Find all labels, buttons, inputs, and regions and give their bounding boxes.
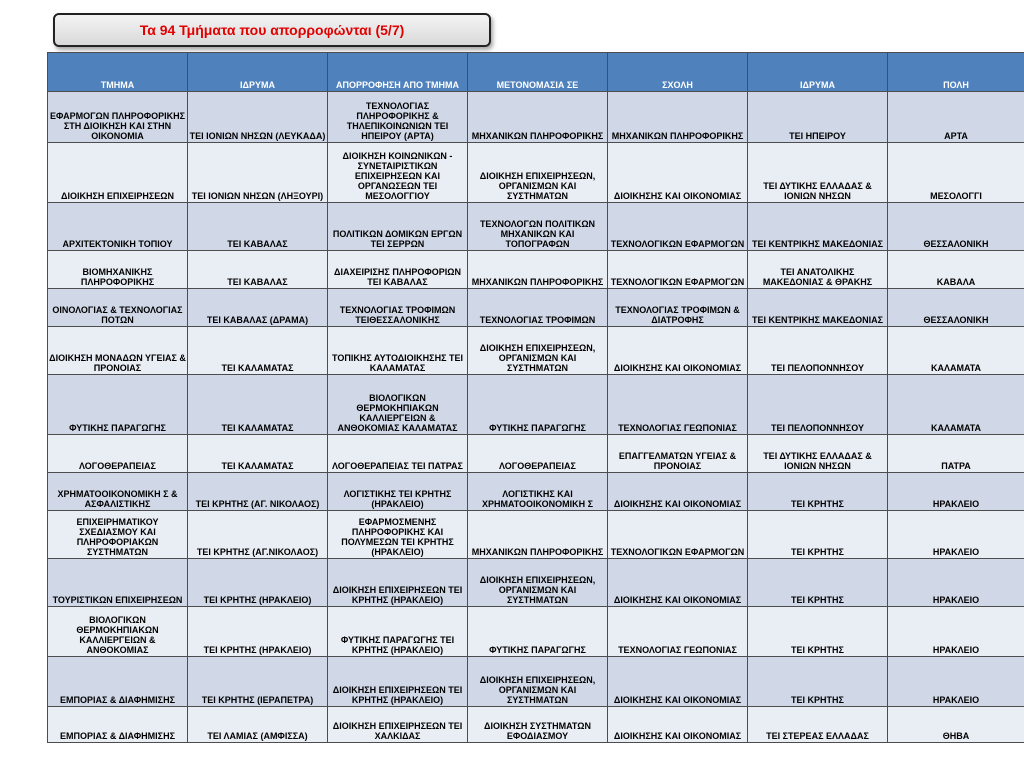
table-row bbox=[48, 435, 1024, 473]
table-cell: ΛΟΓΙΣΤΙΚΗΣ ΤΕΙ ΚΡΗΤΗΣ (ΗΡΑΚΛΕΙΟ) bbox=[328, 473, 468, 511]
table-cell: ΚΑΛΑΜΑΤΑ bbox=[888, 375, 1024, 435]
table-cell: ΔΙΟΙΚΗΣΗ ΕΠΙΧΕΙΡΗΣΕΩΝ bbox=[48, 143, 188, 203]
table-cell: ΔΙΑΧΕΙΡΙΣΗΣ ΠΛΗΡΟΦΟΡΙΩΝ ΤΕΙ ΚΑΒΑΛΑΣ bbox=[328, 251, 468, 289]
table-cell: ΤΕΙ ΗΠΕΙΡΟΥ bbox=[748, 92, 888, 143]
table-cell: ΤΕΧΝΟΛΟΓΙΚΩΝ ΕΦΑΡΜΟΓΩΝ bbox=[608, 203, 748, 251]
table-cell: ΤΕΧΝΟΛΟΓΙΑΣ ΤΡΟΦΙΜΩΝ bbox=[468, 289, 608, 327]
table-row bbox=[48, 327, 1024, 375]
table-cell: ΔΙΟΙΚΗΣΗ ΕΠΙΧΕΙΡΗΣΕΩΝ, ΟΡΓΑΝΙΣΜΩΝ ΚΑΙ ΣΥΣΤΗΜΑΤΩΝ bbox=[468, 559, 608, 607]
table-cell: ΛΟΓΟΘΕΡΑΠΕΙΑΣ bbox=[48, 435, 188, 473]
table-row bbox=[48, 707, 1024, 743]
table-cell: ΤΕΙ ΚΕΝΤΡΙΚΗΣ ΜΑΚΕΔΟΝΙΑΣ bbox=[748, 289, 888, 327]
table-cell: ΤΕΙ ΙΟΝΙΩΝ ΝΗΣΩΝ (ΛΕΥΚΑΔΑ) bbox=[188, 92, 328, 143]
header-cell: ΣΧΟΛΗ bbox=[608, 53, 748, 92]
table-cell: ΒΙΟΜΗΧΑΝΙΚΗΣ ΠΛΗΡΟΦΟΡΙΚΗΣ bbox=[48, 251, 188, 289]
table-cell: ΔΙΟΙΚΗΣΗ ΕΠΙΧΕΙΡΗΣΕΩΝ, ΟΡΓΑΝΙΣΜΩΝ ΚΑΙ ΣΥΣΤΗΜΑΤΩΝ bbox=[468, 657, 608, 707]
table-cell: ΔΙΟΙΚΗΣΗΣ ΚΑΙ ΟΙΚΟΝΟΜΙΑΣ bbox=[608, 473, 748, 511]
table-cell: ΑΡΧΙΤΕΚΤΟΝΙΚΗ ΤΟΠΙΟΥ bbox=[48, 203, 188, 251]
table-cell: ΛΟΓΟΘΕΡΑΠΕΙΑΣ bbox=[468, 435, 608, 473]
table-row bbox=[48, 657, 1024, 707]
table-cell: ΔΙΟΙΚΗΣΗΣ ΚΑΙ ΟΙΚΟΝΟΜΙΑΣ bbox=[608, 327, 748, 375]
table-cell: ΔΙΟΙΚΗΣΗ ΕΠΙΧΕΙΡΗΣΕΩΝ, ΟΡΓΑΝΙΣΜΩΝ ΚΑΙ ΣΥΣΤΗΜΑΤΩΝ bbox=[468, 143, 608, 203]
table-row bbox=[48, 92, 1024, 143]
table-cell: ΤΕΙ ΠΕΛΟΠΟΝΝΗΣΟΥ bbox=[748, 327, 888, 375]
table-cell: ΛΟΓΟΘΕΡΑΠΕΙΑΣ ΤΕΙ ΠΑΤΡΑΣ bbox=[328, 435, 468, 473]
table-cell: ΤΕΙ ΚΑΒΑΛΑΣ bbox=[188, 251, 328, 289]
header-cell: ΤΜΗΜΑ bbox=[48, 53, 188, 92]
table-row bbox=[48, 559, 1024, 607]
table-cell: ΦΥΤΙΚΗΣ ΠΑΡΑΓΩΓΗΣ bbox=[468, 375, 608, 435]
table-cell: ΦΥΤΙΚΗΣ ΠΑΡΑΓΩΓΗΣ bbox=[468, 607, 608, 657]
header-cell: ΠΟΛΗ bbox=[888, 53, 1024, 92]
table-cell: ΒΙΟΛΟΓΙΚΩΝ ΘΕΡΜΟΚΗΠΙΑΚΩΝ ΚΑΛΛΙΕΡΓΕΙΩΝ & ΑΝΘΟΚΟΜΙΑΣ ΚΑΛΑΜΑΤΑΣ bbox=[328, 375, 468, 435]
table-cell: ΠΟΛΙΤΙΚΩΝ ΔΟΜΙΚΩΝ ΕΡΓΩΝ ΤΕΙ ΣΕΡΡΩΝ bbox=[328, 203, 468, 251]
table-cell: ΤΕΙ ΠΕΛΟΠΟΝΝΗΣΟΥ bbox=[748, 375, 888, 435]
table-row bbox=[48, 607, 1024, 657]
table-cell: ΤΕΧΝΟΛΟΓΙΑΣ ΠΛΗΡΟΦΟΡΙΚΗΣ & ΤΗΛΕΠΙΚΟΙΝΩΝΙΩΝ ΤΕΙ ΗΠΕΙΡΟΥ (ΑΡΤΑ) bbox=[328, 92, 468, 143]
table-row bbox=[48, 203, 1024, 251]
table-cell: ΗΡΑΚΛΕΙΟ bbox=[888, 607, 1024, 657]
header-cell: ΙΔΡΥΜΑ bbox=[748, 53, 888, 92]
table-cell: ΔΙΟΙΚΗΣΗ ΚΟΙΝΩΝΙΚΩΝ - ΣΥΝΕΤΑΙΡΙΣΤΙΚΩΝ ΕΠΙΧΕΙΡΗΣΕΩΝ ΚΑΙ ΟΡΓΑΝΩΣΕΩΝ ΤΕΙ ΜΕΣΟΛΟΓΓΙΟΥ bbox=[328, 143, 468, 203]
table-cell: ΤΕΙ ΚΡΗΤΗΣ bbox=[748, 607, 888, 657]
table-cell: ΔΙΟΙΚΗΣΗΣ ΚΑΙ ΟΙΚΟΝΟΜΙΑΣ bbox=[608, 143, 748, 203]
table-row bbox=[48, 375, 1024, 435]
table-cell: ΜΗΧΑΝΙΚΩΝ ΠΛΗΡΟΦΟΡΙΚΗΣ bbox=[468, 251, 608, 289]
table-cell: ΒΙΟΛΟΓΙΚΩΝ ΘΕΡΜΟΚΗΠΙΑΚΩΝ ΚΑΛΛΙΕΡΓΕΙΩΝ & ΑΝΘΟΚΟΜΙΑΣ bbox=[48, 607, 188, 657]
table-cell: ΕΠΑΓΓΕΛΜΑΤΩΝ ΥΓΕΙΑΣ & ΠΡΟΝΟΙΑΣ bbox=[608, 435, 748, 473]
table-cell: ΤΕΧΝΟΛΟΓΩΝ ΠΟΛΙΤΙΚΩΝ ΜΗΧΑΝΙΚΩΝ ΚΑΙ ΤΟΠΟΓΡΑΦΩΝ bbox=[468, 203, 608, 251]
table-cell: ΜΗΧΑΝΙΚΩΝ ΠΛΗΡΟΦΟΡΙΚΗΣ bbox=[468, 92, 608, 143]
table-row bbox=[48, 251, 1024, 289]
table-cell: ΤΟΥΡΙΣΤΙΚΩΝ ΕΠΙΧΕΙΡΗΣΕΩΝ bbox=[48, 559, 188, 607]
table-cell: ΘΕΣΣΑΛΟΝΙΚΗ bbox=[888, 289, 1024, 327]
table-cell: ΤΕΙ ΚΑΛΑΜΑΤΑΣ bbox=[188, 375, 328, 435]
table-row bbox=[48, 143, 1024, 203]
table-cell: ΤΕΧΝΟΛΟΓΙΑΣ ΓΕΩΠΟΝΙΑΣ bbox=[608, 375, 748, 435]
table-cell: ΤΕΧΝΟΛΟΓΙΑΣ ΓΕΩΠΟΝΙΑΣ bbox=[608, 607, 748, 657]
header-cell: ΑΠΟΡΡΟΦΗΣΗ ΑΠΟ ΤΜΗΜΑ bbox=[328, 53, 468, 92]
table-cell: ΤΕΙ ΚΑΒΑΛΑΣ (ΔΡΑΜΑ) bbox=[188, 289, 328, 327]
table-cell: ΕΜΠΟΡΙΑΣ & ΔΙΑΦΗΜΙΣΗΣ bbox=[48, 657, 188, 707]
table-cell: ΛΟΓΙΣΤΙΚΗΣ ΚΑΙ ΧΡΗΜΑΤΟΟΙΚΟΝΟΜΙΚΗ Σ bbox=[468, 473, 608, 511]
table-cell: ΦΥΤΙΚΗΣ ΠΑΡΑΓΩΓΗΣ ΤΕΙ ΚΡΗΤΗΣ (ΗΡΑΚΛΕΙΟ) bbox=[328, 607, 468, 657]
table-row bbox=[48, 289, 1024, 327]
table-cell: ΤΕΙ ΔΥΤΙΚΗΣ ΕΛΛΑΔΑΣ & ΙΟΝΙΩΝ ΝΗΣΩΝ bbox=[748, 435, 888, 473]
table-cell: ΔΙΟΙΚΗΣΗ ΣΥΣΤΗΜΑΤΩΝ ΕΦΟΔΙΑΣΜΟΥ bbox=[468, 707, 608, 743]
table-cell: ΔΙΟΙΚΗΣΗ ΜΟΝΑΔΩΝ ΥΓΕΙΑΣ & ΠΡΟΝΟΙΑΣ bbox=[48, 327, 188, 375]
table-cell: ΗΡΑΚΛΕΙΟ bbox=[888, 559, 1024, 607]
table-cell: ΤΕΙ ΚΑΛΑΜΑΤΑΣ bbox=[188, 435, 328, 473]
table-cell: ΤΕΙ ΚΡΗΤΗΣ (ΑΓ. ΝΙΚΟΛΑΟΣ) bbox=[188, 473, 328, 511]
table-cell: ΤΕΧΝΟΛΟΓΙΑΣ ΤΡΟΦΙΜΩΝ & ΔΙΑΤΡΟΦΗΣ bbox=[608, 289, 748, 327]
table-cell: ΤΕΙ ΚΡΗΤΗΣ (ΑΓ.ΝΙΚΟΛΑΟΣ) bbox=[188, 511, 328, 559]
table-cell: ΕΦΑΡΜΟΓΩΝ ΠΛΗΡΟΦΟΡΙΚΗΣ ΣΤΗ ΔΙΟΙΚΗΣΗ ΚΑΙ ΣΤΗΝ ΟΙΚΟΝΟΜΙΑ bbox=[48, 92, 188, 143]
table-cell: ΤΕΙ ΚΑΒΑΛΑΣ bbox=[188, 203, 328, 251]
table-cell: ΤΕΙ ΚΡΗΤΗΣ (ΗΡΑΚΛΕΙΟ) bbox=[188, 559, 328, 607]
table-cell: ΤΕΧΝΟΛΟΓΙΑΣ ΤΡΟΦΙΜΩΝ ΤΕΙΘΕΣΣΑΛΟΝΙΚΗΣ bbox=[328, 289, 468, 327]
table-cell: ΤΕΧΝΟΛΟΓΙΚΩΝ ΕΦΑΡΜΟΓΩΝ bbox=[608, 511, 748, 559]
table-row bbox=[48, 511, 1024, 559]
table-cell: ΘΗΒΑ bbox=[888, 707, 1024, 743]
table-cell: ΚΑΒΑΛΑ bbox=[888, 251, 1024, 289]
header-cell: ΜΕΤΟΝΟΜΑΣΙΑ ΣΕ bbox=[468, 53, 608, 92]
header-cell: ΙΔΡΥΜΑ bbox=[188, 53, 328, 92]
table-cell: ΧΡΗΜΑΤΟΟΙΚΟΝΟΜΙΚΗ Σ & ΑΣΦΑΛΙΣΤΙΚΗΣ bbox=[48, 473, 188, 511]
table-cell: ΦΥΤΙΚΗΣ ΠΑΡΑΓΩΓΗΣ bbox=[48, 375, 188, 435]
table-cell: ΤΕΙ ΚΡΗΤΗΣ (ΙΕΡΑΠΕΤΡΑ) bbox=[188, 657, 328, 707]
table-cell: ΤΕΙ ΚΡΗΤΗΣ bbox=[748, 657, 888, 707]
table-cell: ΔΙΟΙΚΗΣΗ ΕΠΙΧΕΙΡΗΣΕΩΝ ΤΕΙ ΚΡΗΤΗΣ (ΗΡΑΚΛΕΙΟ) bbox=[328, 657, 468, 707]
table-cell: ΔΙΟΙΚΗΣΗ ΕΠΙΧΕΙΡΗΣΕΩΝ, ΟΡΓΑΝΙΣΜΩΝ ΚΑΙ ΣΥΣΤΗΜΑΤΩΝ bbox=[468, 327, 608, 375]
table-cell: ΜΗΧΑΝΙΚΩΝ ΠΛΗΡΟΦΟΡΙΚΗΣ bbox=[608, 92, 748, 143]
table-cell: ΜΕΣΟΛΟΓΓΙ bbox=[888, 143, 1024, 203]
table-cell: ΤΟΠΙΚΗΣ ΑΥΤΟΔΙΟΙΚΗΣΗΣ ΤΕΙ ΚΑΛΑΜΑΤΑΣ bbox=[328, 327, 468, 375]
table-row bbox=[48, 473, 1024, 511]
table-cell: ΚΑΛΑΜΑΤΑ bbox=[888, 327, 1024, 375]
departments-table bbox=[47, 52, 1024, 743]
table-cell: ΤΕΙ ΚΡΗΤΗΣ bbox=[748, 559, 888, 607]
table-cell: ΤΕΙ ΣΤΕΡΕΑΣ ΕΛΛΑΔΑΣ bbox=[748, 707, 888, 743]
table-cell: ΔΙΟΙΚΗΣΗΣ ΚΑΙ ΟΙΚΟΝΟΜΙΑΣ bbox=[608, 707, 748, 743]
table-cell: ΗΡΑΚΛΕΙΟ bbox=[888, 657, 1024, 707]
table-cell: ΔΙΟΙΚΗΣΗ ΕΠΙΧΕΙΡΗΣΕΩΝ ΤΕΙ ΚΡΗΤΗΣ (ΗΡΑΚΛΕΙΟ) bbox=[328, 559, 468, 607]
table-cell: ΕΜΠΟΡΙΑΣ & ΔΙΑΦΗΜΙΣΗΣ bbox=[48, 707, 188, 743]
table-cell: ΗΡΑΚΛΕΙΟ bbox=[888, 473, 1024, 511]
table-header-row bbox=[48, 53, 1024, 92]
table-cell: ΟΙΝΟΛΟΓΙΑΣ & ΤΕΧΝΟΛΟΓΙΑΣ ΠΟΤΩΝ bbox=[48, 289, 188, 327]
table-cell: ΤΕΙ ΔΥΤΙΚΗΣ ΕΛΛΑΔΑΣ & ΙΟΝΙΩΝ ΝΗΣΩΝ bbox=[748, 143, 888, 203]
table-cell: ΔΙΟΙΚΗΣΗΣ ΚΑΙ ΟΙΚΟΝΟΜΙΑΣ bbox=[608, 657, 748, 707]
table-cell: ΤΕΙ ΚΑΛΑΜΑΤΑΣ bbox=[188, 327, 328, 375]
table-cell: ΤΕΙ ΚΕΝΤΡΙΚΗΣ ΜΑΚΕΔΟΝΙΑΣ bbox=[748, 203, 888, 251]
table-cell: ΠΑΤΡΑ bbox=[888, 435, 1024, 473]
table-cell: ΘΕΣΣΑΛΟΝΙΚΗ bbox=[888, 203, 1024, 251]
table-cell: ΤΕΙ ΚΡΗΤΗΣ (ΗΡΑΚΛΕΙΟ) bbox=[188, 607, 328, 657]
table-cell: ΤΕΙ ΑΝΑΤΟΛΙΚΗΣ ΜΑΚΕΔΟΝΙΑΣ & ΘΡΑΚΗΣ bbox=[748, 251, 888, 289]
table-cell: ΤΕΙ ΙΟΝΙΩΝ ΝΗΣΩΝ (ΛΗΞΟΥΡΙ) bbox=[188, 143, 328, 203]
slide-title: Τα 94 Τμήματα που απορροφώνται (5/7) bbox=[53, 13, 491, 47]
table-cell: ΤΕΧΝΟΛΟΓΙΚΩΝ ΕΦΑΡΜΟΓΩΝ bbox=[608, 251, 748, 289]
table-cell: ΔΙΟΙΚΗΣΗΣ ΚΑΙ ΟΙΚΟΝΟΜΙΑΣ bbox=[608, 559, 748, 607]
table-cell: ΕΠΙΧΕΙΡΗΜΑΤΙΚΟΥ ΣΧΕΔΙΑΣΜΟΥ ΚΑΙ ΠΛΗΡΟΦΟΡΙΑΚΩΝ ΣΥΣΤΗΜΑΤΩΝ bbox=[48, 511, 188, 559]
table-cell: ΜΗΧΑΝΙΚΩΝ ΠΛΗΡΟΦΟΡΙΚΗΣ bbox=[468, 511, 608, 559]
table-cell: ΗΡΑΚΛΕΙΟ bbox=[888, 511, 1024, 559]
table-cell: ΕΦΑΡΜΟΣΜΕΝΗΣ ΠΛΗΡΟΦΟΡΙΚΗΣ ΚΑΙ ΠΟΛΥΜΕΣΩΝ ΤΕΙ ΚΡΗΤΗΣ (ΗΡΑΚΛΕΙΟ) bbox=[328, 511, 468, 559]
table-cell: ΔΙΟΙΚΗΣΗ ΕΠΙΧΕΙΡΗΣΕΩΝ ΤΕΙ ΧΑΛΚΙΔΑΣ bbox=[328, 707, 468, 743]
table-cell: ΤΕΙ ΚΡΗΤΗΣ bbox=[748, 511, 888, 559]
table-cell: ΑΡΤΑ bbox=[888, 92, 1024, 143]
table-cell: ΤΕΙ ΚΡΗΤΗΣ bbox=[748, 473, 888, 511]
table-cell: ΤΕΙ ΛΑΜΙΑΣ (ΑΜΦΙΣΣΑ) bbox=[188, 707, 328, 743]
